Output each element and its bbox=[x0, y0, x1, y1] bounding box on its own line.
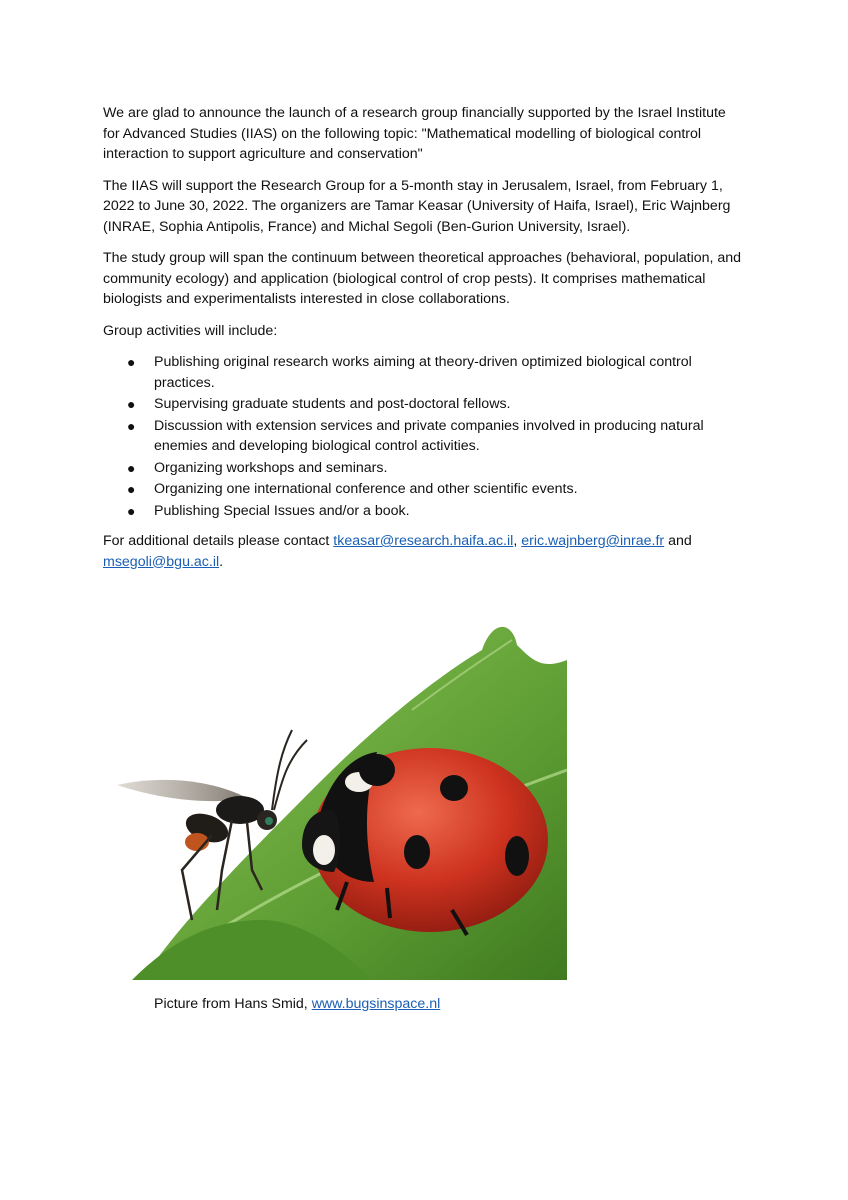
list-item: ● Discussion with extension services and private companies involved in producing natural enemies and developing biological control activities. bbox=[127, 417, 704, 454]
scope-paragraph: The study group will span the continuum between theoretical approaches (behavioral, population, and community ecology) and application (biological control of crop pests). It comprises mathematical biologists and experimentalists interested in close collaborations. bbox=[103, 250, 742, 307]
photo-caption: Picture from Hans Smid, www.bugsinspace.nl bbox=[154, 996, 441, 1012]
bullet-icon: ● bbox=[127, 481, 136, 497]
list-item: ● Organizing one international conference and other scientific events. bbox=[103, 479, 743, 500]
ladybird-wasp-photo bbox=[112, 620, 567, 980]
support-paragraph: The IIAS will support the Research Group for a 5-month stay in Jerusalem, Israel, from February 1, 2022 to June 30, 2022. The organizers are Tamar Keasar (University of Haifa, Israel), Eric Wajnberg (INRAE, Sophia Antipolis, France) and Michal Segoli (Ben-Gurion University, Israel). bbox=[103, 177, 731, 235]
bullet-icon: ● bbox=[127, 459, 136, 476]
list-item: ● Publishing Special Issues and/or a book. bbox=[103, 501, 743, 522]
bullet-icon: ● bbox=[127, 417, 136, 434]
email-link-wajnberg[interactable]: eric.wajnberg@inrae.fr bbox=[521, 533, 665, 549]
list-item: ● Supervising graduate students and post-doctoral fellows. bbox=[103, 394, 743, 415]
announcement-body bbox=[103, 103, 743, 583]
contact-paragraph: For additional details please contact tkeasar@research.haifa.ac.il, eric.wajnberg@inrae.fr and msegoli@bgu.ac.il. bbox=[103, 533, 692, 570]
bugsinspace-link[interactable]: www.bugsinspace.nl bbox=[311, 996, 441, 1012]
photo-illustration bbox=[112, 620, 567, 980]
email-link-keasar[interactable]: tkeasar@research.haifa.ac.il bbox=[333, 533, 514, 549]
bullet-icon: ● bbox=[127, 396, 136, 412]
bullet-icon: ● bbox=[127, 502, 136, 519]
activities-heading: Group activities will include: bbox=[103, 322, 278, 339]
list-item: ● Organizing workshops and seminars. bbox=[103, 458, 743, 479]
activities-list bbox=[103, 352, 743, 521]
intro-paragraph: We are glad to announce the launch of a research group financially supported by the Israel Institute for Advanced Studies (IIAS) on the following topic: "Mathematical modelling of biological control interaction to support agriculture and conservation" bbox=[103, 105, 726, 162]
email-link-segoli[interactable]: msegoli@bgu.ac.il bbox=[103, 553, 220, 570]
list-item: ● Publishing original research works aiming at theory-driven optimized biological control practices. bbox=[127, 354, 692, 391]
bullet-icon: ● bbox=[127, 354, 136, 370]
